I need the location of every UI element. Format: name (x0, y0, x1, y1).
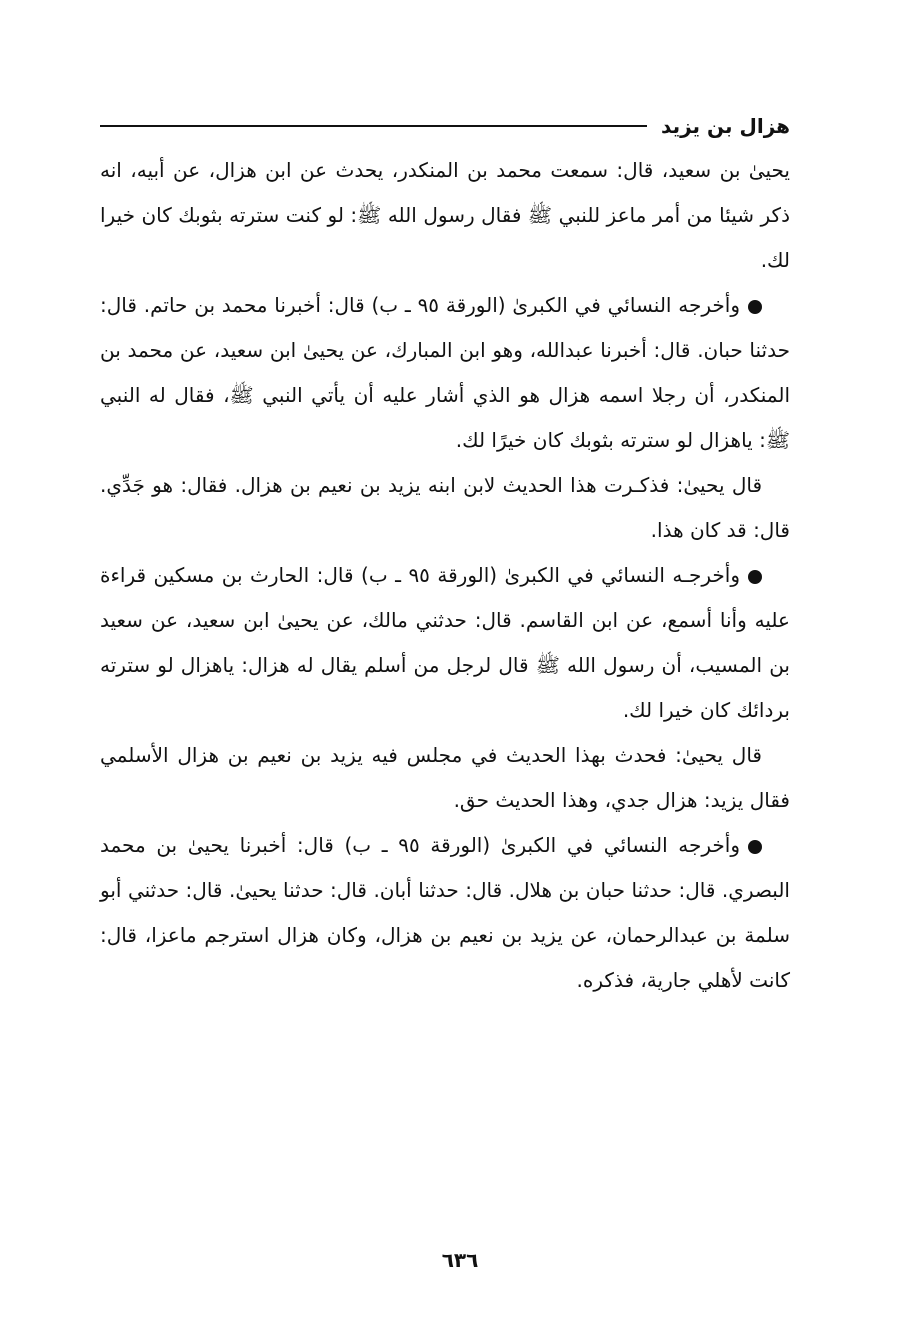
paragraph-text: وأخرجه النسائي في الكبرىٰ (الورقة ٩٥ ـ ب) قال: أخبرنا يحيىٰ بن محمد البصري. قال: حدثنا حبان بن هلال. قال: حدثنا أبان. قال: حدثنا يحيىٰ. قال: حدثني أبو سلمة بن عبدالرحمان، عن يزيد بن نعيم بن هزال، وكان هزال استرجم ماعزا، قال: كانت لأهلي جارية، فذكره. (100, 833, 790, 992)
bullet-icon (748, 300, 762, 314)
paragraph (100, 553, 790, 733)
header-title: هزال بن يزيد (661, 114, 790, 138)
paragraph-text: قال يحيىٰ: فحدث بهذا الحديث في مجلس فيه يزيد بن نعيم بن هزال الأسلمي فقال يزيد: هزال جدي، وهذا الحديث حق. (100, 743, 790, 812)
paragraph-text: وأخرجـه النسائي في الكبرىٰ (الورقة ٩٥ ـ ب) قال: الحارث بن مسكين قراءة عليه وأنا أسمع، عن ابن القاسم. قال: حدثني مالك، عن يحيىٰ ابن سعيد، عن سعيد بن المسيب، أن رسول الله ﷺ قال لرجل من أسلم يقال له هزال: ياهزال لو سترته بردائك كان خيرا لك. (100, 563, 790, 722)
paragraph-text: وأخرجه النسائي في الكبرىٰ (الورقة ٩٥ ـ ب) قال: أخبرنا محمد بن حاتم. قال: حدثنا حبان. قال: أخبرنا عبدالله، وهو ابن المبارك، عن يحيىٰ ابن سعيد، عن محمد بن المنكدر، أن رجلا اسمه هزال هو الذي أشار عليه أن يأتي النبي ﷺ، فقال له النبي ﷺ: ياهزال لو سترته بثوبك كان خيرًا لك. (100, 293, 790, 452)
bullet-icon (748, 840, 762, 854)
page-number: ٦٣٦ (441, 1248, 479, 1272)
running-header (100, 108, 790, 144)
paragraph-text: قال يحيىٰ: فذكـرت هذا الحديث لابن ابنه يزيد بن نعيم بن هزال. فقال: هو جَدِّي. قال: قد كان هذا. (100, 473, 790, 542)
paragraph (100, 733, 790, 823)
header-rule (100, 125, 647, 127)
paragraph (100, 148, 790, 283)
bullet-icon (748, 570, 762, 584)
paragraph (100, 823, 790, 1003)
main-text (100, 148, 790, 1003)
paragraph (100, 283, 790, 463)
paragraph-text: يحيىٰ بن سعيد، قال: سمعت محمد بن المنكدر، يحدث عن ابن هزال، عن أبيه، انه ذكر شيئا من أمر ماعز للنبي ﷺ فقال رسول الله ﷺ: لو كنت سترته بثوبك كان خيرا لك. (100, 158, 790, 272)
paragraph (100, 463, 790, 553)
